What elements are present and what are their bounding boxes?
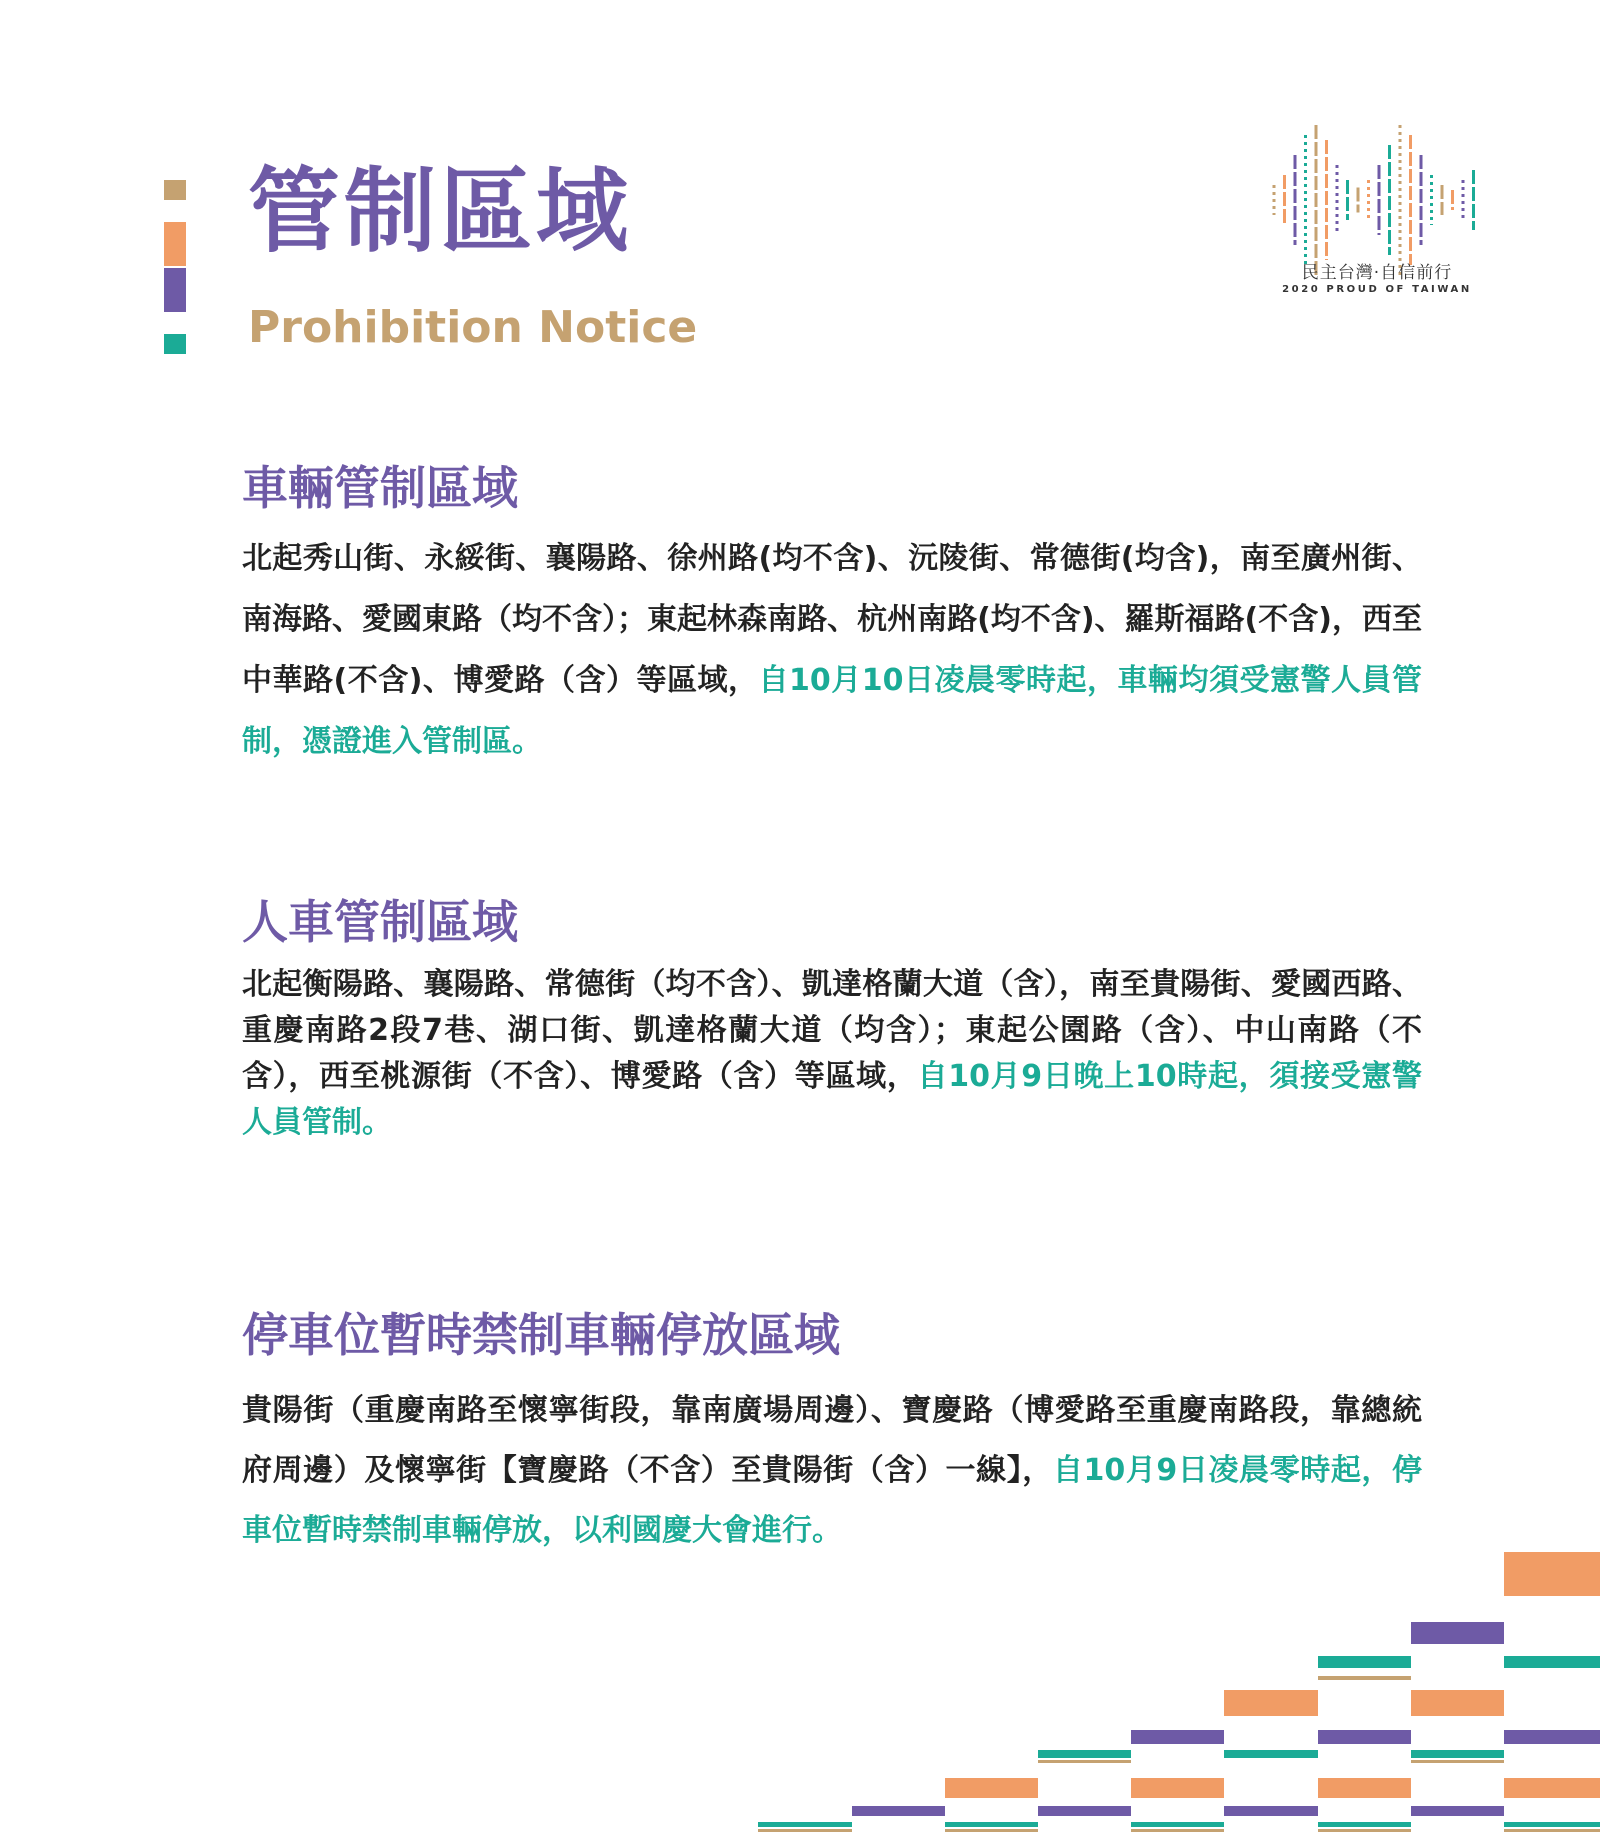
- decorative-step-bar: [758, 1822, 852, 1827]
- decorative-step-bar: [1504, 1730, 1600, 1744]
- section-body: [242, 962, 1422, 1146]
- page-subtitle: Prohibition Notice: [248, 302, 698, 353]
- decorative-step-bar: [1318, 1656, 1411, 1668]
- decorative-step-bar: [1411, 1622, 1504, 1644]
- decorative-step-bar: [1318, 1730, 1411, 1744]
- section-body: [242, 528, 1422, 772]
- section-highlight-text: 自10月9日晚上10時起，須接受憲警人員管制。: [242, 1059, 1423, 1140]
- decorative-step-bar: [1224, 1750, 1318, 1758]
- section-title: 停車位暫時禁制車輛停放區域: [242, 1308, 840, 1362]
- decorative-step-bar: [1318, 1778, 1411, 1798]
- decorative-step-bar: [852, 1806, 945, 1816]
- decorative-step-bar: [1411, 1806, 1504, 1816]
- decorative-step-bar: [1038, 1806, 1131, 1816]
- section-vehicle-control: [242, 456, 1422, 772]
- accent-bar-teal: [164, 334, 186, 354]
- decorative-step-bar: [1224, 1806, 1318, 1816]
- logo-slogan-chinese: 民主台灣·自信前行: [1301, 263, 1453, 283]
- accent-bar-gold: [164, 180, 186, 200]
- decorative-step-bar: [1318, 1822, 1411, 1827]
- decorative-step-bar: [1504, 1822, 1600, 1827]
- decorative-step-bar: [945, 1822, 1038, 1827]
- decorative-step-bar: [1131, 1822, 1224, 1827]
- decorative-step-bar: [1038, 1750, 1131, 1758]
- decorative-step-bar: [1411, 1750, 1504, 1758]
- decorative-step-bar: [1131, 1778, 1224, 1798]
- decorative-step-bar: [945, 1778, 1038, 1798]
- logo-slogan-english: 2020 PROUD OF TAIWAN: [1282, 284, 1472, 295]
- decorative-step-bar: [1038, 1760, 1131, 1763]
- accent-bar-purple: [164, 268, 186, 312]
- section-body-text: 貴陽街（重慶南路至懷寧街段，靠南廣場周邊）、寶慶路（博愛路至重慶南路段，靠總統府周邊）及懷寧街【寶慶路（不含）至貴陽街（含）一線】，: [242, 1393, 1422, 1488]
- section-highlight-text: 自10月9日凌晨零時起，停車位暫時禁制車輛停放，以利國慶大會進行。: [242, 1453, 1423, 1548]
- section-pedestrian-vehicle-control: [242, 890, 1422, 1146]
- section-body-text: 北起秀山街、永綏街、襄陽路、徐州路(均不含)、沅陵街、常德街(均含)，南至廣州街、南海路、愛國東路（均不含）；東起林森南路、杭州南路(均不含)、羅斯福路(不含)，西至中華路(不含)、博愛路（含）等區域，: [242, 541, 1422, 698]
- decorative-step-bar: [1504, 1552, 1600, 1596]
- decorative-step-bar: [1411, 1760, 1504, 1763]
- section-title: 人車管制區域: [242, 895, 518, 949]
- decorative-step-bar: [1318, 1676, 1411, 1680]
- section-title: 車輛管制區域: [242, 461, 518, 515]
- section-body: [242, 1381, 1422, 1561]
- section-parking-prohibition: [242, 1303, 1422, 1561]
- decorative-step-bar: [1224, 1690, 1318, 1716]
- decorative-step-bar: [1504, 1778, 1600, 1798]
- decorative-step-bar: [1131, 1730, 1224, 1744]
- section-body-text: 北起衡陽路、襄陽路、常德街（均不含）、凱達格蘭大道（含），南至貴陽街、愛國西路、重慶南路2段7巷、湖口街、凱達格蘭大道（均含）；東起公園路（含）、中山南路（不含），西至桃源街（不含）、博愛路（含）等區域，: [242, 967, 1422, 1094]
- page-title: 管制區域: [248, 158, 633, 265]
- decorative-step-bar: [1411, 1690, 1504, 1716]
- section-highlight-text: 自10月10日凌晨零時起，車輛均須受憲警人員管制，憑證進入管制區。: [242, 663, 1423, 759]
- decorative-step-bar: [1504, 1656, 1600, 1668]
- accent-bar-orange: [164, 222, 186, 266]
